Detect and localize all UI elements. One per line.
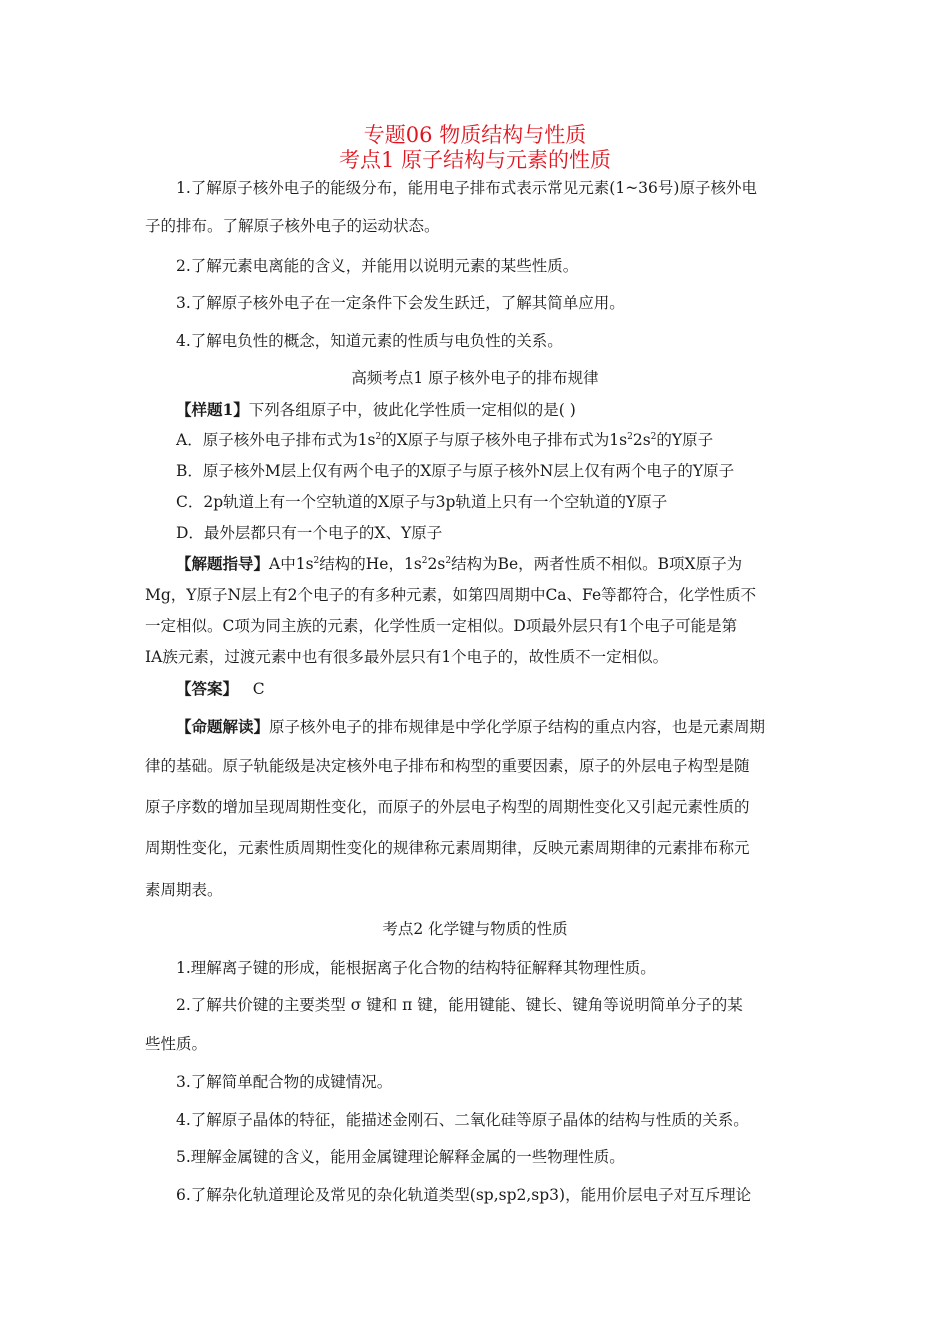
interpretation-text-1: 原子核外电子的排布规律是中学化学原子结构的重点内容，也是元素周期 [269, 718, 766, 736]
objective-4: 4.了解电负性的概念，知道元素的性质与电负性的关系。 [176, 332, 563, 350]
objective2-2-line-2: 些性质。 [145, 1035, 208, 1053]
objective-1-line-2: 子的排布。了解原子核外电子的运动状态。 [145, 217, 440, 235]
option-a [176, 430, 846, 450]
guide-tag: 【解题指导】 [176, 554, 270, 573]
objective2-3: 3.了解简单配合物的成键情况。 [176, 1073, 393, 1091]
answer-value: C [252, 680, 265, 698]
section-title: 考点1 原子结构与元素的性质 [338, 148, 612, 172]
example-question [176, 400, 846, 420]
guide-line-3: 一定相似。C项为同主族的元素，化学性质一定相似。D项最外层只有1个电子可能是第 [145, 617, 738, 635]
interpretation-line-3: 原子序数的增加呈现周期性变化，而原子的外层电子构型的周期性变化又引起元素性质的 [145, 798, 750, 816]
option-c: C．2p轨道上有一个空轨道的X原子与3p轨道上只有一个空轨道的Y原子 [176, 493, 668, 511]
answer-line [176, 679, 846, 699]
objective2-5: 5.理解金属键的含义，能用金属键理论解释金属的一些物理性质。 [176, 1148, 625, 1166]
interpretation-tag: 【命题解读】 [176, 717, 270, 736]
topic-title: 专题06 物质结构与性质 [363, 123, 587, 147]
interpretation-line-1 [176, 717, 846, 737]
objective2-1: 1.理解离子键的形成，能根据离子化合物的结构特征解释其物理性质。 [176, 959, 656, 977]
option-a-sup-2: 2 [627, 432, 633, 442]
answer-tag: 【答案】 [176, 679, 239, 698]
guide-sup-1: 2 [313, 556, 320, 566]
example-question-text: 下列各组原子中，彼此化学性质一定相似的是( ) [248, 401, 576, 419]
guide-line-4: ⅠA族元素，过渡元素中也有很多最外层只有1个电子的，故性质不一定相似。 [145, 648, 669, 666]
interpretation-line-2: 律的基础。原子轨能级是决定核外电子排布和构型的重要因素，原子的外层电子构型是随 [145, 757, 750, 775]
guide-sup-3: 2 [445, 556, 452, 566]
objective-2: 2.了解元素电离能的含义，并能用以说明元素的某些性质。 [176, 257, 579, 275]
option-a-text-1: A．原子核外电子排布式为1s [176, 431, 376, 449]
option-d: D．最外层都只有一个电子的X、Y原子 [176, 524, 443, 542]
guide-text-1: A中1s [269, 555, 314, 573]
guide-text-3: 2s [427, 555, 446, 573]
interpretation-line-4: 周期性变化，元素性质周期性变化的规律称元素周期律，反映元素周期律的元素排布称元 [145, 839, 750, 857]
guide-text-4: 结构为Be，两者性质不相似。B项X原子为 [451, 555, 743, 573]
option-b: B．原子核外M层上仅有两个电子的X原子与原子核外N层上仅有两个电子的Y原子 [176, 462, 735, 480]
guide-line-1 [176, 554, 846, 574]
interpretation-line-5: 素周期表。 [145, 881, 223, 899]
option-a-text-3: 2s [632, 431, 651, 449]
heading-topic-2: 考点2 化学键与物质的性质 [382, 920, 568, 938]
objective2-2-line-1: 2.了解共价键的主要类型 σ 键和 π 键，能用键能、键长、键角等说明简单分子的某 [176, 996, 743, 1014]
option-a-text-4: 的Y原子 [656, 431, 714, 449]
heading-high-frequency-1: 高频考点1 原子核外电子的排布规律 [351, 369, 599, 387]
objective2-4: 4.了解原子晶体的特征，能描述金刚石、二氧化硅等原子晶体的结构与性质的关系。 [176, 1111, 749, 1129]
guide-sup-2: 2 [421, 556, 428, 566]
guide-text-2: 结构的He，1s [319, 555, 422, 573]
example-tag: 【样题1】 [176, 400, 249, 419]
objective-3: 3.了解原子核外电子在一定条件下会发生跃迁，了解其简单应用。 [176, 294, 625, 312]
objective2-6: 6.了解杂化轨道理论及常见的杂化轨道类型(sp,sp2,sp3)，能用价层电子对互斥理论 [176, 1186, 752, 1204]
guide-line-2: Mg，Y原子N层上有2个电子的有多种元素，如第四周期中Ca、Fe等都符合，化学性质不 [145, 586, 757, 604]
option-a-sup-3: 2 [650, 432, 657, 442]
objective-1-line-1: 1.了解原子核外电子的能级分布，能用电子排布式表示常见元素(1~36号)原子核外电 [176, 179, 757, 197]
option-a-sup-1: 2 [375, 432, 382, 442]
option-a-text-2: 的X原子与原子核外电子排布式为1s [381, 431, 628, 449]
